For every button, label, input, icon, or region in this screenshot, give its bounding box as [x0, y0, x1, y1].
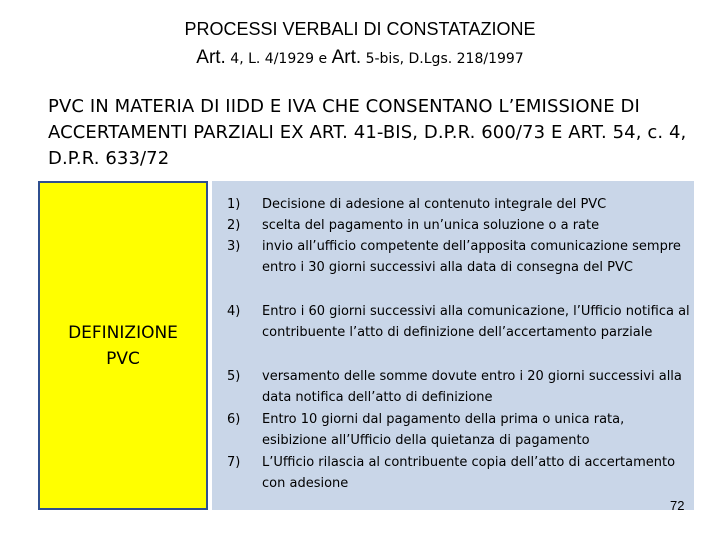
step-number: 3) — [227, 239, 241, 254]
subtitle-art-1: Art. — [196, 47, 226, 68]
step-text: versamento delle somme dovute entro i 20 giorni successivi alla data notifica dell’atto di definizione — [262, 369, 682, 405]
step-text: Entro i 60 giorni successivi alla comunicazione, l’Ufficio notifica al contribuente l’atto di definizione dell’accertamento parziale — [262, 304, 690, 340]
step-text: Entro 10 giorni dal pagamento della prima o unica rata, esibizione all’Ufficio della quietanza di pagamento — [262, 412, 625, 448]
definition-box — [38, 181, 208, 510]
step-number: 5) — [227, 369, 241, 384]
steps-box — [212, 181, 694, 510]
page-subtitle — [0, 46, 720, 71]
steps-list — [212, 181, 694, 510]
step-text: Decisione di adesione al contenuto integrale del PVC — [262, 197, 607, 212]
section-heading: PVC IN MATERIA DI IIDD E IVA CHE CONSENTANO L’EMISSIONE DI ACCERTAMENTI PARZIALI EX ART. 41-BIS, D.P.R. 600/73 E ART. 54, c. 4, D.P.R. 633/72 — [48, 96, 687, 169]
step-number: 1) — [227, 197, 241, 212]
page-number: 72 — [670, 498, 685, 513]
subtitle-ref-1: 4, L. 4/1929 e — [225, 51, 332, 67]
step-number: 2) — [227, 218, 241, 233]
step-text: invio all’ufficio competente dell’apposita comunicazione sempre entro i 30 giorni successivi alla data di consegna del PVC — [262, 239, 681, 275]
subtitle-art-2: Art. — [331, 47, 362, 68]
definition-label-line1: DEFINIZIONE — [68, 322, 178, 343]
step-number: 6) — [227, 412, 241, 427]
step-text: scelta del pagamento in un’unica soluzione o a rate — [262, 218, 600, 233]
step-number: 7) — [227, 455, 241, 470]
subtitle-ref-2: 5-bis, D.Lgs. 218/1997 — [361, 51, 524, 67]
step-text: L’Ufficio rilascia al contribuente copia dell’atto di accertamento con adesione — [262, 455, 676, 491]
step-number: 4) — [227, 304, 241, 319]
page-title: PROCESSI VERBALI DI CONSTATAZIONE — [184, 19, 536, 39]
definition-label-line2: PVC — [106, 348, 140, 369]
